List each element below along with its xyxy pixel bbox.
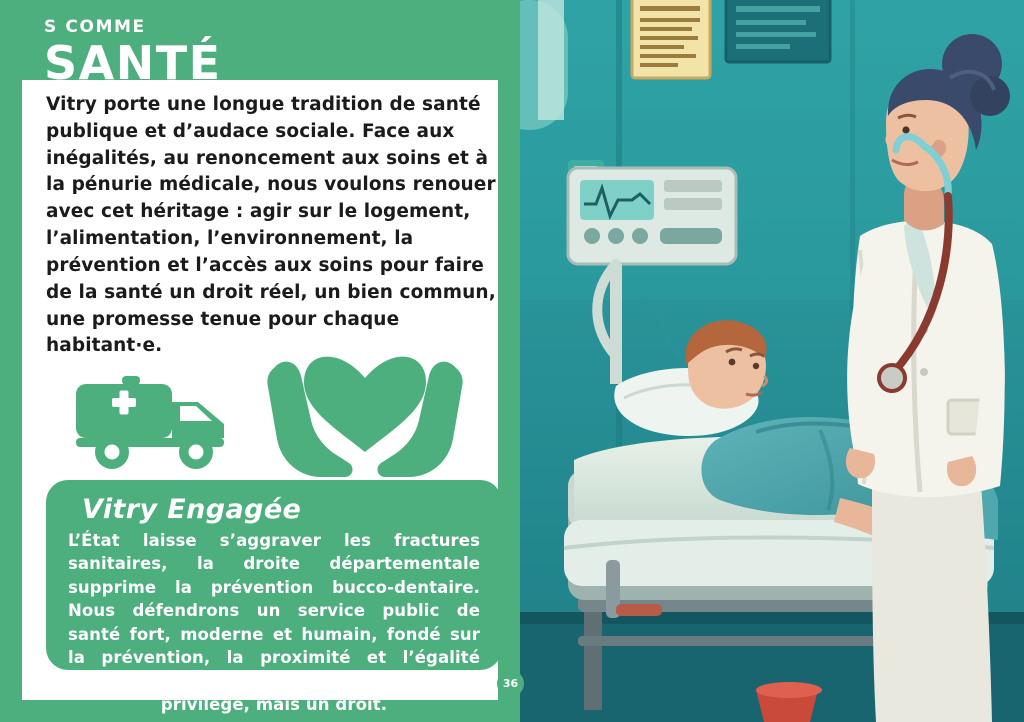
- engaged-title: Vitry Engagée: [82, 494, 302, 525]
- hands-heart-icon: [260, 302, 470, 487]
- icon-row: [60, 300, 480, 490]
- intro-paragraph: Vitry porte une longue tradition de santé publique et d’audace sociale. Face aux inégalités, au renoncement aux soins et à la pénurie médicale, nous voulons renouer avec cet héritage : agir sur le logement, l’alimentation, l’environnement, la prévention et l’accès aux soins pour faire de la santé un droit réel, un bien commun, une promesse tenue pour chaque habitant·e.: [46, 94, 496, 357]
- engaged-callout: [46, 480, 502, 714]
- hospital-scene-illustration: [520, 0, 1024, 722]
- section-kicker: S COMME: [44, 17, 146, 37]
- page-number-badge: 36: [497, 670, 524, 697]
- engaged-body: L’État laisse s’aggraver les fractures sanitaires, la droite départementale supprime la prévention bucco-dentaire. Nous défendrons un service public de santé fort, moderne et humain, fondé sur la prévention, la proximité et l’égalité d’accès. Ici, la santé ne sera jamais un privilège, mais un droit.: [68, 531, 480, 714]
- page-header: [44, 17, 484, 90]
- page-title: SANTÉ: [44, 35, 222, 90]
- ambulance-icon: [70, 368, 250, 478]
